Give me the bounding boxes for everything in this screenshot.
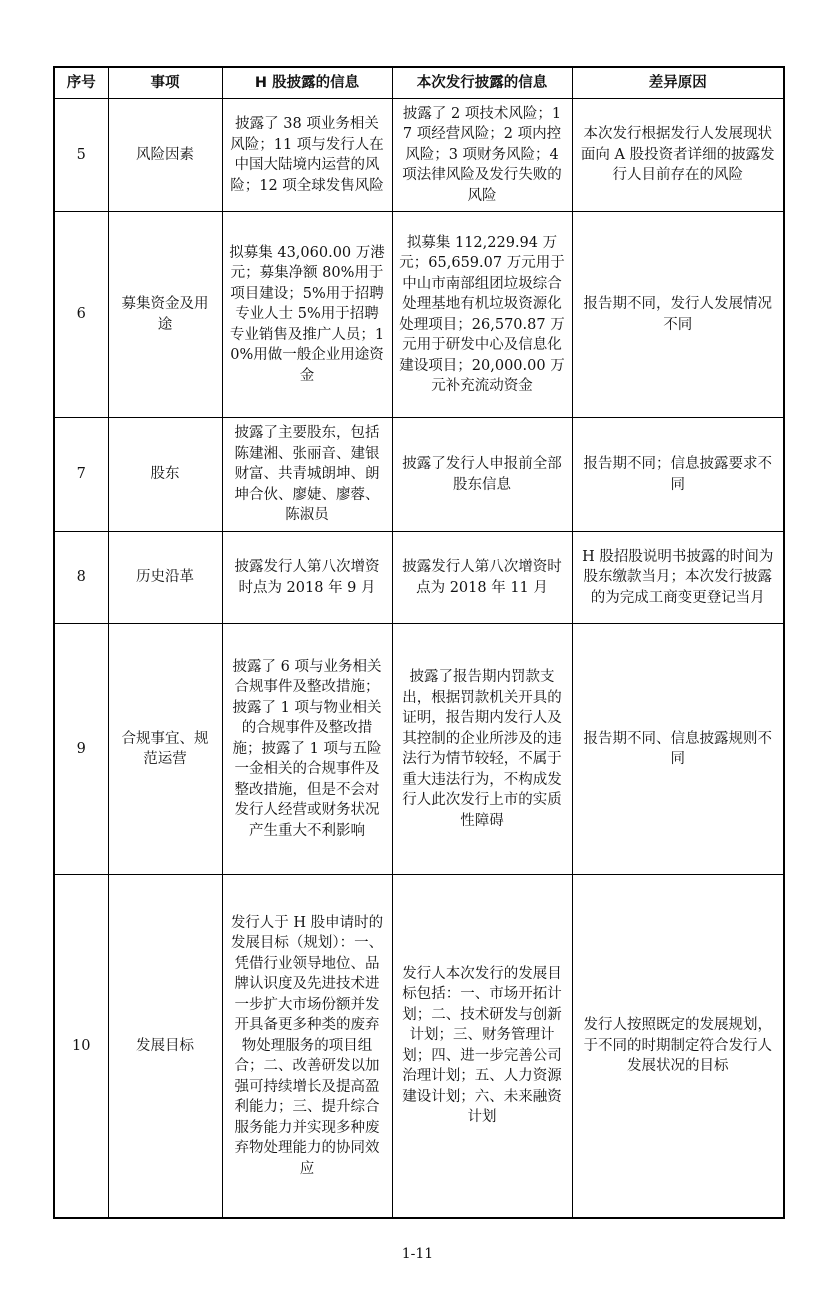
header-this-issue: 本次发行披露的信息 — [392, 67, 572, 99]
header-h-share: H 股披露的信息 — [222, 67, 392, 99]
row-this-issue-info: 披露发行人第八次增资时点为 2018 年 11 月 — [392, 532, 572, 624]
row-h-share-info: 发行人于 H 股申请时的发展目标（规划）：一、凭借行业领导地位、品牌认识度及先进技术进一步扩大市场份额并发开具备更多种类的废弃物处理服务的项目组合；二、改善研发以加强可持续增长及提高盈利能力；三、提升综合服务能力并实现多种废弃物处理能力的协同效应 — [222, 875, 392, 1218]
row-h-share-info: 披露了主要股东，包括陈建湘、张丽音、建银财富、共青城朗坤、朗坤合伙、廖婕、廖蓉、陈淑员 — [222, 418, 392, 532]
header-item: 事项 — [108, 67, 222, 99]
row-this-issue-info: 发行人本次发行的发展目标包括：一、市场开拓计划；二、技术研发与创新计划；三、财务管理计划；四、进一步完善公司治理计划；五、人力资源建设计划；六、未来融资计划 — [392, 875, 572, 1218]
row-item: 合规事宜、规范运营 — [108, 624, 222, 875]
row-this-issue-info: 披露了 2 项技术风险；17 项经营风险；2 项内控风险；3 项财务风险；4 项法律风险及发行失败的风险 — [392, 99, 572, 212]
row-number: 6 — [54, 212, 108, 418]
row-reason: 报告期不同；信息披露要求不同 — [572, 418, 784, 532]
row-number: 7 — [54, 418, 108, 532]
row-reason: 发行人按照既定的发展规划，于不同的时期制定符合发行人发展状况的目标 — [572, 875, 784, 1218]
row-reason: 本次发行根据发行人发展现状面向 A 股投资者详细的披露发行人目前存在的风险 — [572, 99, 784, 212]
row-reason: 报告期不同，发行人发展情况不同 — [572, 212, 784, 418]
header-no: 序号 — [54, 67, 108, 99]
table-row — [54, 212, 784, 418]
row-this-issue-info: 披露了发行人申报前全部股东信息 — [392, 418, 572, 532]
row-item: 股东 — [108, 418, 222, 532]
page-number: 1-11 — [401, 1246, 434, 1262]
row-this-issue-info: 拟募集 112,229.94 万元；65,659.07 万元用于中山市南部组团垃圾综合处理基地有机垃圾资源化处理项目；26,570.87 万元用于研发中心及信息化建设项目；20,000.00 万元补充流动资金 — [392, 212, 572, 418]
row-number: 5 — [54, 99, 108, 212]
row-number: 10 — [54, 875, 108, 1218]
row-h-share-info: 拟募集 43,060.00 万港元；募集净额 80%用于项目建设；5%用于招聘专业人士 5%用于招聘专业销售及推广人员；10%用做一般企业用途资金 — [222, 212, 392, 418]
row-number: 9 — [54, 624, 108, 875]
row-h-share-info: 披露了 6 项与业务相关合规事件及整改措施；披露了 1 项与物业相关的合规事件及整改措施；披露了 1 项与五险一金相关的合规事件及整改措施，但是不会对发行人经营或财务状况产生重大不利影响 — [222, 624, 392, 875]
row-h-share-info: 披露了 38 项业务相关风险；11 项与发行人在中国大陆境内运营的风险；12 项全球发售风险 — [222, 99, 392, 212]
row-item: 风险因素 — [108, 99, 222, 212]
comparison-table — [53, 66, 785, 1219]
table-row — [54, 532, 784, 624]
row-number: 8 — [54, 532, 108, 624]
table-row — [54, 624, 784, 875]
row-item: 募集资金及用途 — [108, 212, 222, 418]
table-row — [54, 99, 784, 212]
header-reason: 差异原因 — [572, 67, 784, 99]
row-this-issue-info: 披露了报告期内罚款支出，根据罚款机关开具的证明，报告期内发行人及其控制的企业所涉及的违法行为情节较轻，不属于重大违法行为，不构成发行人此次发行上市的实质性障碍 — [392, 624, 572, 875]
row-item: 历史沿革 — [108, 532, 222, 624]
row-h-share-info: 披露发行人第八次增资时点为 2018 年 9 月 — [222, 532, 392, 624]
table-row — [54, 875, 784, 1218]
table-row — [54, 418, 784, 532]
table-header-row — [54, 67, 784, 99]
row-reason: H 股招股说明书披露的时间为股东缴款当月；本次发行披露的为完成工商变更登记当月 — [572, 532, 784, 624]
row-reason: 报告期不同、信息披露规则不同 — [572, 624, 784, 875]
row-item: 发展目标 — [108, 875, 222, 1218]
